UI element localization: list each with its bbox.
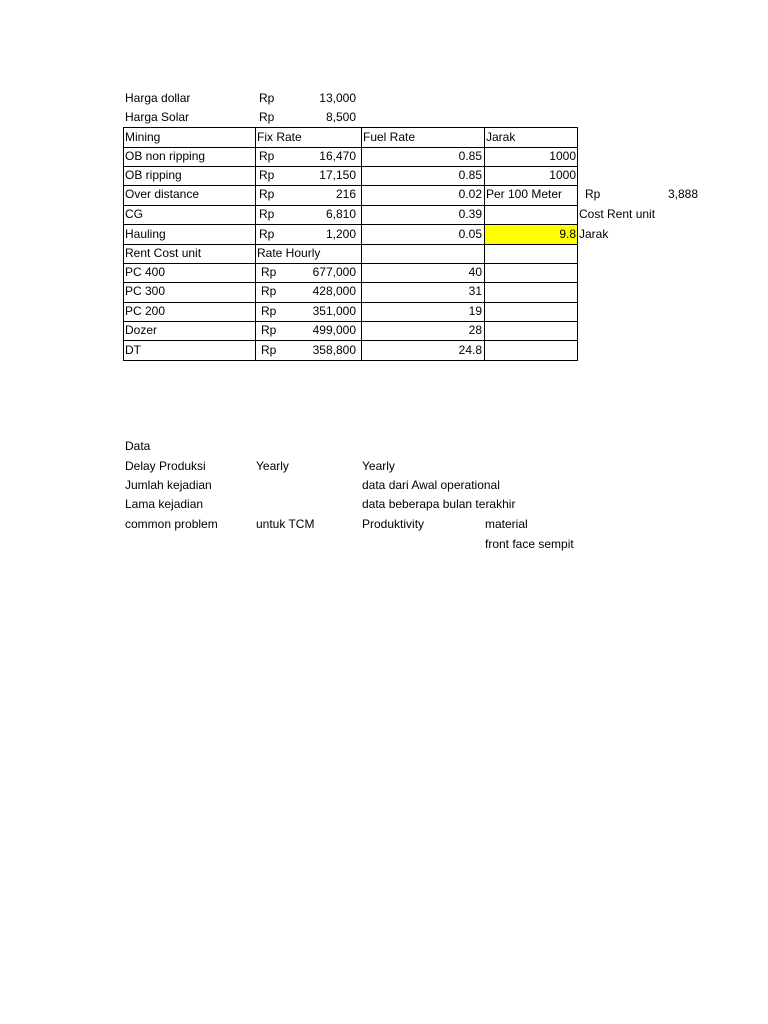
mining-row-fix: 6,810 — [325, 207, 356, 221]
mining-row-currency: Rp — [259, 207, 275, 221]
header-fuel-rate: Fuel Rate — [363, 130, 416, 144]
hauling-jarak-value: 9.8 — [559, 227, 576, 241]
rent-row-rate: 351,000 — [312, 304, 356, 318]
harga-dollar-currency: Rp — [259, 91, 275, 105]
mining-row-currency: Rp — [259, 168, 275, 182]
mining-row-currency: Rp — [259, 149, 275, 163]
mining-row-label: OB ripping — [125, 168, 182, 182]
rent-row-label: PC 300 — [125, 284, 166, 298]
rent-row-currency: Rp — [261, 284, 277, 298]
rent-row-currency: Rp — [261, 343, 277, 357]
mining-row-label: Hauling — [125, 227, 166, 241]
grid-line — [123, 127, 124, 361]
rent-row-label: DT — [125, 343, 141, 357]
rent-row-rate: 358,800 — [312, 343, 356, 357]
notes-data-label: Data — [125, 439, 151, 453]
rent-row-currency: Rp — [261, 265, 277, 279]
harga-solar-value: 8,500 — [325, 110, 356, 124]
notes-common-c2: untuk TCM — [256, 517, 315, 531]
rent-cost-unit-header: Rent Cost unit — [125, 246, 202, 260]
rent-row-currency: Rp — [261, 323, 277, 337]
rent-row-label: Dozer — [125, 323, 158, 337]
notes-lama-c3: data beberapa bulan terakhir — [362, 497, 516, 511]
rent-row-currency: Rp — [261, 304, 277, 318]
mining-row-fuel: 0.39 — [458, 207, 482, 221]
mining-row-fuel: 0.85 — [458, 149, 482, 163]
grid-line — [577, 127, 578, 361]
cost-rent-unit-label: Cost Rent unit — [579, 207, 656, 221]
notes-common-label: common problem — [125, 517, 218, 531]
harga-solar-currency: Rp — [259, 110, 275, 124]
notes-delay-c3: Yearly — [362, 459, 395, 473]
notes-jumlah-c3: data dari Awal operational — [362, 478, 500, 492]
mining-row-currency: Rp — [259, 227, 275, 241]
rent-row-value: 24.8 — [458, 343, 482, 357]
mining-row-fuel: 0.85 — [458, 168, 482, 182]
mining-row-label: CG — [125, 207, 143, 221]
notes-delay-label: Delay Produksi — [125, 459, 206, 473]
side-jarak-label: Jarak — [579, 227, 609, 241]
grid-line — [123, 360, 578, 361]
notes-front-face: front face sempit — [485, 537, 574, 551]
mining-row-fix: 216 — [335, 187, 356, 201]
harga-solar-label: Harga Solar — [125, 110, 190, 124]
mining-row-fuel: 0.02 — [458, 187, 482, 201]
rent-row-value: 28 — [468, 323, 482, 337]
grid-line — [255, 127, 256, 361]
mining-row-label: Over distance — [125, 187, 200, 201]
mining-row-fix: 1,200 — [325, 227, 356, 241]
rent-row-value: 19 — [468, 304, 482, 318]
side-currency: Rp — [585, 187, 601, 201]
mining-row-label: OB non ripping — [125, 149, 206, 163]
notes-lama-label: Lama kejadian — [125, 497, 204, 511]
header-mining: Mining — [125, 130, 161, 144]
rent-row-label: PC 200 — [125, 304, 166, 318]
notes-common-c3: Produktivity — [362, 517, 425, 531]
notes-delay-c2: Yearly — [256, 459, 289, 473]
mining-row-fix: 16,470 — [319, 149, 356, 163]
header-fix-rate: Fix Rate — [257, 130, 302, 144]
harga-dollar-value: 13,000 — [319, 91, 356, 105]
side-amount: 3,888 — [667, 187, 698, 201]
notes-jumlah-label: Jumlah kejadian — [125, 478, 212, 492]
rent-row-rate: 428,000 — [312, 284, 356, 298]
rent-row-rate: 499,000 — [312, 323, 356, 337]
notes-common-c4: material — [485, 517, 528, 531]
rate-hourly-header: Rate Hourly — [257, 246, 321, 260]
mining-row-fix: 17,150 — [319, 168, 356, 182]
rent-row-value: 31 — [468, 284, 482, 298]
harga-dollar-label: Harga dollar — [125, 91, 191, 105]
mining-row-currency: Rp — [259, 187, 275, 201]
mining-row-jarak: Per 100 Meter — [486, 187, 563, 201]
rent-row-label: PC 400 — [125, 265, 166, 279]
mining-row-fuel: 0.05 — [458, 227, 482, 241]
rent-row-rate: 677,000 — [312, 265, 356, 279]
mining-row-jarak: 1000 — [549, 149, 576, 163]
header-jarak: Jarak — [486, 130, 516, 144]
mining-row-jarak: 1000 — [549, 168, 576, 182]
rent-row-value: 40 — [468, 265, 482, 279]
